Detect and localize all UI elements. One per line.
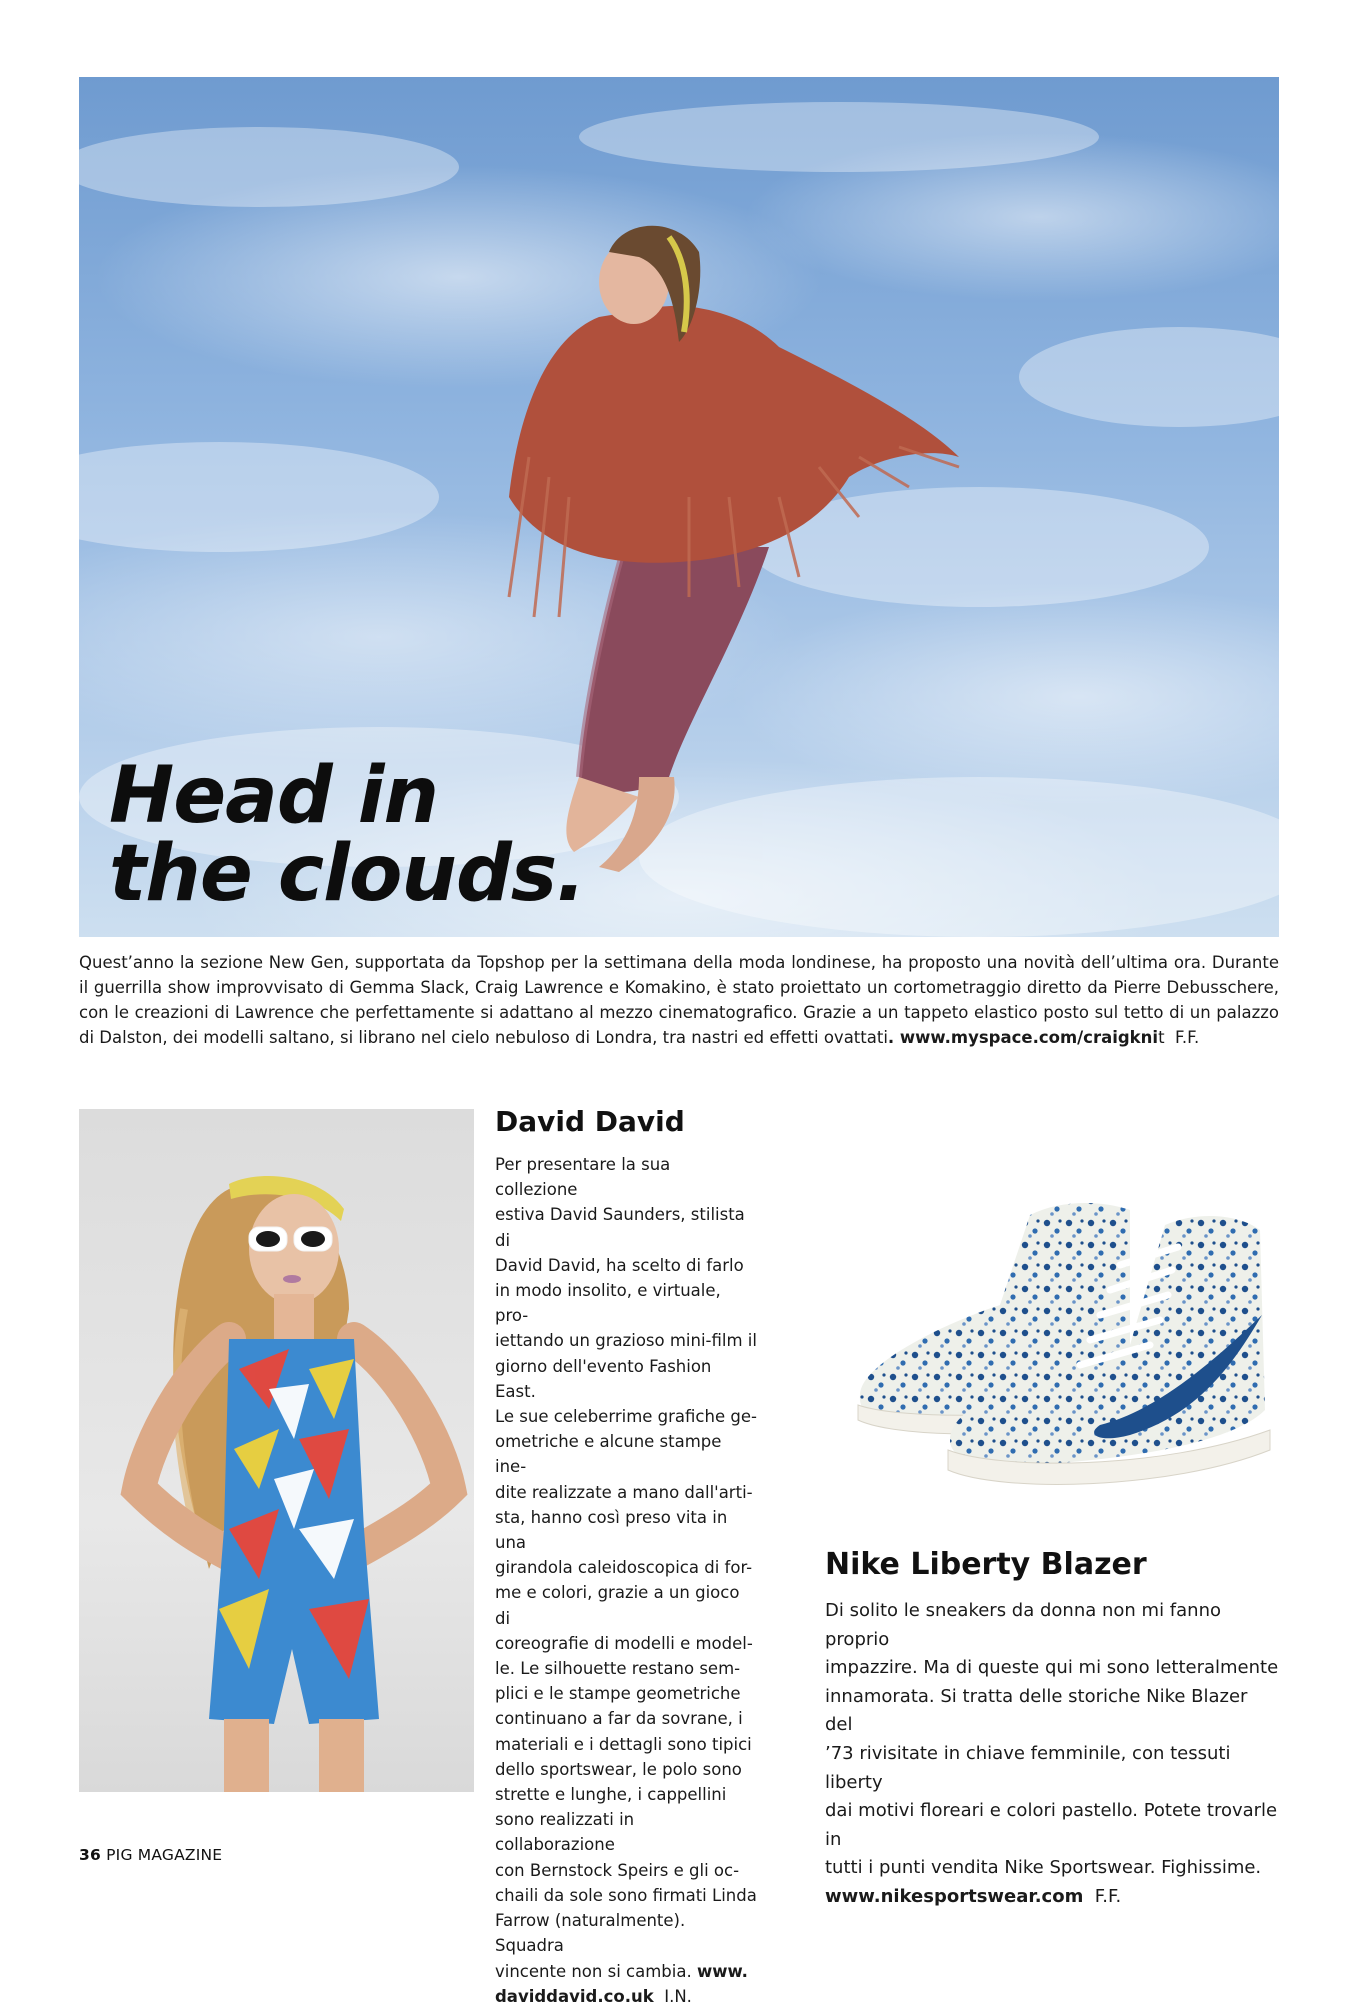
body-line: ’73 rivisitate in chiave femminile, con tessuti liberty — [825, 1742, 1231, 1793]
lead-paragraph — [79, 950, 1279, 1050]
nike-link[interactable]: www.nikesportswear.com — [825, 1885, 1084, 1907]
david-david-title: David David — [495, 1105, 685, 1138]
sneakers-photo — [800, 1195, 1280, 1505]
nike-body — [825, 1597, 1280, 1912]
body-line: le. Le silhouette restano sem- — [495, 1659, 741, 1679]
body-line: impazzire. Ma di queste qui mi sono letteralmente — [825, 1657, 1279, 1679]
body-line: Di solito le sneakers da donna non mi fanno proprio — [825, 1600, 1221, 1650]
body-line: dello sportswear, le polo sono — [495, 1759, 742, 1779]
body-line: tutti i punti vendita Nike Sportswear. Fighissime. — [825, 1857, 1262, 1879]
hero-headline-line-1: Head in — [109, 751, 439, 841]
david-david-body — [495, 1152, 757, 2009]
nike-credit: F.F. — [1094, 1885, 1122, 1907]
hero-headline — [109, 751, 585, 919]
body-line: sta, hanno così preso vita in una — [495, 1507, 728, 1553]
body-line: Le sue celeberrime grafiche ge- — [495, 1407, 757, 1427]
david-david-credit: I.N. — [664, 1986, 692, 2006]
body-line: in modo insolito, e virtuale, pro- — [495, 1281, 721, 1326]
body-line: giorno dell'evento Fashion East. — [495, 1356, 712, 1401]
lead-link[interactable]: . www.myspace.com/craigkni — [887, 1028, 1159, 1047]
body-line: Per presentare la sua collezione — [495, 1155, 671, 1200]
david-david-link-part2[interactable]: daviddavid.co.uk — [495, 1986, 654, 2006]
body-line: plici e le stampe geometriche — [495, 1684, 741, 1704]
body-line: coreografie di modelli e model- — [495, 1633, 753, 1653]
lead-credit: F.F. — [1175, 1028, 1200, 1047]
body-line: innamorata. Si tratta delle storiche Nike Blazer del — [825, 1685, 1248, 1736]
body-line: con Bernstock Speirs e gli oc- — [495, 1860, 740, 1880]
body-line: dite realizzate a mano dall'arti- — [495, 1482, 753, 1502]
david-david-link-part1[interactable]: www. — [696, 1961, 748, 1981]
body-line: iettando un grazioso mini-film il — [495, 1331, 757, 1351]
nike-title: Nike Liberty Blazer — [825, 1547, 1147, 1582]
model-photo-art — [79, 1109, 474, 1792]
body-line: girandola caleidoscopica di for- — [495, 1558, 753, 1578]
body-line: materiali e i dettagli sono tipici — [495, 1734, 752, 1754]
page-number: 36 — [79, 1846, 101, 1864]
body-line: me e colori, grazie a un gioco di — [495, 1583, 740, 1628]
body-line-text: vincente non si cambia. — [495, 1961, 692, 1981]
hero-headline-line-2: the clouds. — [109, 829, 585, 919]
body-line: chaili da sole sono firmati Linda — [495, 1885, 757, 1905]
body-line — [495, 1984, 757, 2009]
body-line: David David, ha scelto di farlo — [495, 1255, 744, 1275]
body-line: dai motivi floreari e colori pastello. Potete trovarle in — [825, 1800, 1278, 1850]
body-line: estiva David Saunders, stilista di — [495, 1205, 745, 1250]
sneakers-photo-art — [800, 1195, 1280, 1505]
hero-photo — [79, 77, 1279, 937]
model-photo — [79, 1109, 474, 1792]
body-line: ometriche e alcune stampe ine- — [495, 1432, 722, 1477]
body-line — [495, 1959, 757, 1984]
body-line: Farrow (naturalmente). Squadra — [495, 1911, 686, 1956]
body-line: continuano a far da sovrane, i — [495, 1709, 743, 1729]
body-line: sono realizzati in collaborazione — [495, 1810, 635, 1855]
lead-text: Quest’anno la sezione New Gen, supportata da Topshop per la settimana della moda londinese, ha proposto una novità dell’ultima ora. Durante il guerrilla show improvvisato di Gemma Slack, Craig Lawrence e Komakino, è stato proiettato un cortometraggio diretto da Pierre Debusschere, con le creazioni di Lawrence che perfettamente si adattano al mezzo cinematografico. Grazie a un tappeto elastico posto sul tetto di un palazzo di Dalston, dei modelli saltano, si librano nel cielo nebuloso di Londra, tra nastri ed effetti ovattati — [79, 953, 1279, 1047]
magazine-name: PIG MAGAZINE — [106, 1846, 223, 1864]
body-line — [825, 1883, 1280, 1912]
body-line: strette e lunghe, i cappellini — [495, 1785, 727, 1805]
lead-link-tail: t — [1158, 1028, 1165, 1047]
page-footer — [79, 1846, 222, 1864]
